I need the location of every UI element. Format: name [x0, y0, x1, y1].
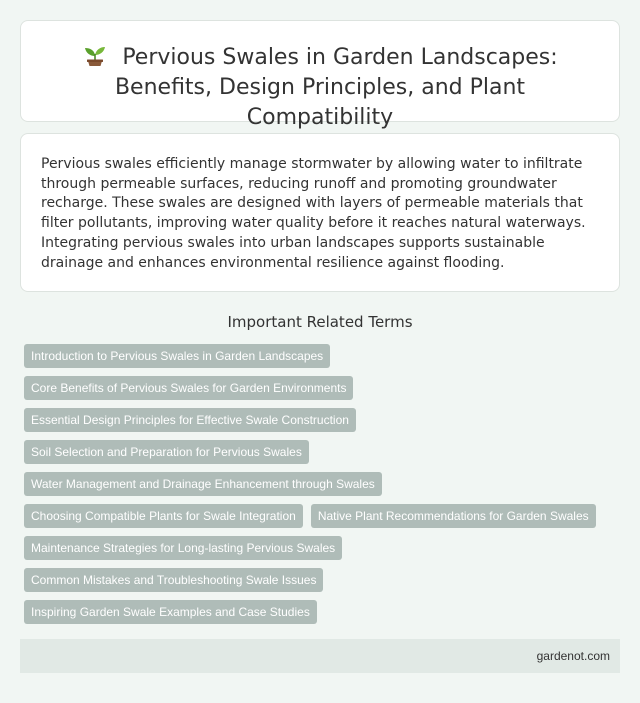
- related-term-tag[interactable]: Soil Selection and Preparation for Pervious Swales: [24, 440, 309, 464]
- title-line-1: Pervious Swales in Garden Landscapes:: [122, 45, 558, 70]
- related-terms-heading: Important Related Terms: [227, 313, 413, 331]
- title-line-2: Benefits, Design Principles, and Plant Compatibility: [114, 75, 526, 130]
- related-term-tag[interactable]: Choosing Compatible Plants for Swale Integration: [24, 504, 303, 528]
- title-card: [20, 20, 620, 130]
- footer-site-link[interactable]: gardenot.com: [536, 649, 610, 663]
- related-term-tag[interactable]: Essential Design Principles for Effective Swale Construction: [24, 408, 356, 432]
- related-term-tag[interactable]: Core Benefits of Pervious Swales for Garden Environments: [24, 376, 353, 400]
- footer: [20, 639, 620, 673]
- related-term-tag[interactable]: Maintenance Strategies for Long-lasting Pervious Swales: [24, 536, 342, 560]
- related-term-tag[interactable]: Inspiring Garden Swale Examples and Case Studies: [24, 600, 317, 624]
- page-title: [21, 43, 619, 133]
- description-text: Pervious swales efficiently manage stormwater by allowing water to infiltrate through permeable surfaces, reducing runoff and promoting groundwater recharge. These swales are designed with layers of permeable materials that filter pollutants, improving water quality before it reaches natural waterways. Integrating pervious swales into urban landscapes supports sustainable drainage and enhances environmental resilience against flooding.: [41, 156, 586, 271]
- related-term-tag[interactable]: Common Mistakes and Troubleshooting Swale Issues: [24, 568, 323, 592]
- description-card: [20, 133, 620, 292]
- related-term-tag[interactable]: Water Management and Drainage Enhancement through Swales: [24, 472, 382, 496]
- related-term-tag[interactable]: Introduction to Pervious Swales in Garden Landscapes: [24, 344, 330, 368]
- related-terms-list: [24, 344, 616, 624]
- seedling-icon: [82, 44, 108, 66]
- related-term-tag[interactable]: Native Plant Recommendations for Garden Swales: [311, 504, 596, 528]
